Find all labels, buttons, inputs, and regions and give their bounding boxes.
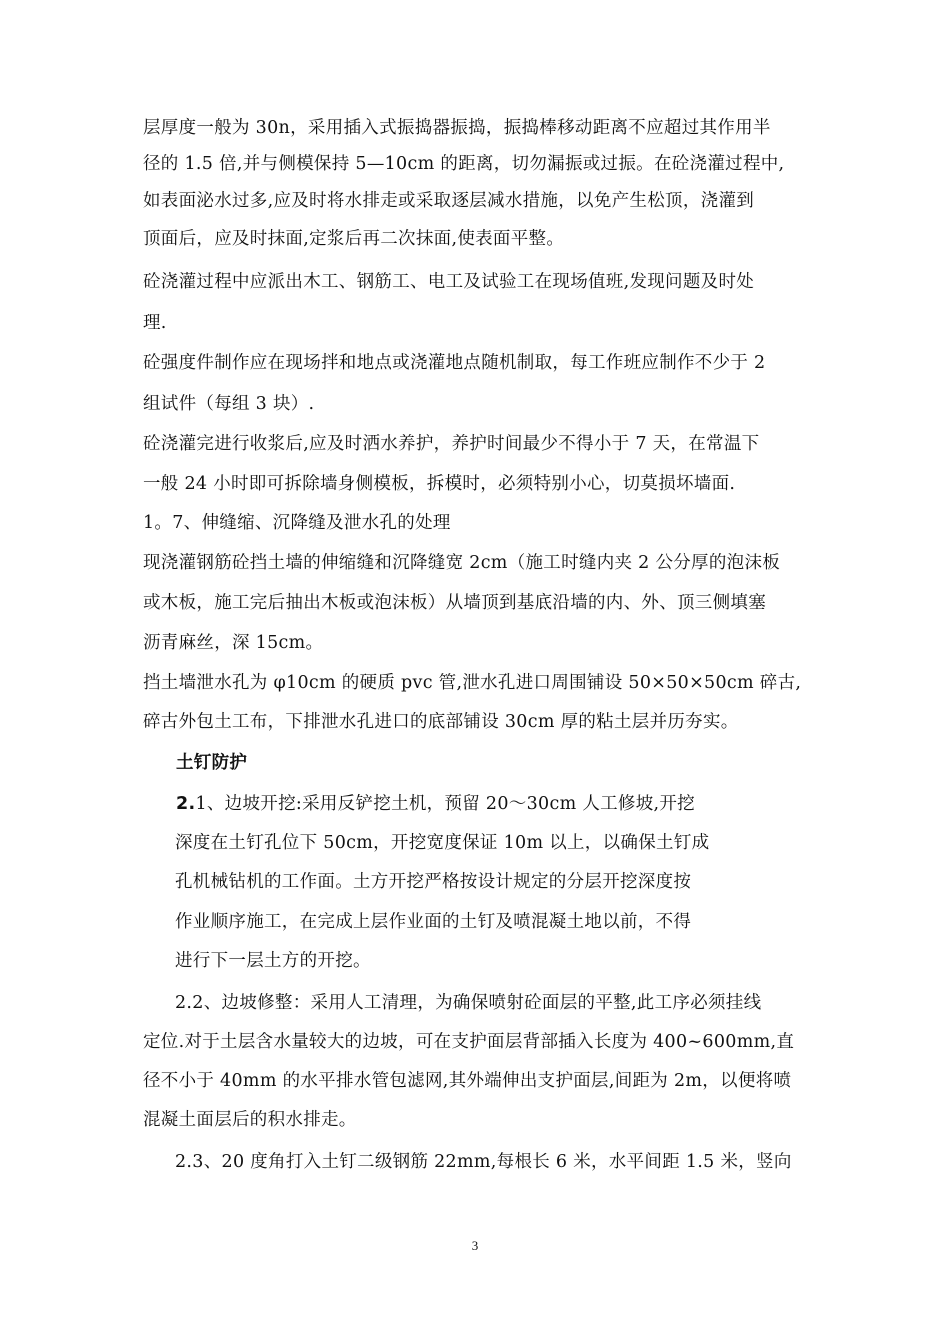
paragraph-line: 沥青麻丝，深 15cm。 [143,633,324,653]
paragraph-line: 作业顺序施工，在完成上层作业面的土钉及喷混凝土地以前，不得 [175,912,692,932]
paragraph-line: 层厚度一般为 30n，采用插入式振捣器振捣，振捣棒移动距离不应超过其作用半 [143,118,771,138]
paragraph-line: 径的 1.5 倍,并与侧模保持 5—10cm 的距离，切勿漏振或过振。在砼浇灌过程中, [143,154,785,174]
paragraph-line: 混凝土面层后的积水排走。 [143,1110,357,1130]
section-heading: 土钉防护 [176,753,248,773]
section-subheading: 1。7、伸缝缩、沉降缝及泄水孔的处理 [143,513,451,533]
page-number: 3 [471,1238,479,1253]
paragraph-line: 砼强度件制作应在现场拌和地点或浇灌地点随机制取，每工作班应制作不少于 2 [143,353,766,373]
paragraph-line: 进行下一层土方的开挖。 [175,951,371,971]
paragraph-line: 一般 24 小时即可拆除墙身侧模板，拆模时，必须特别小心，切莫损坏墙面. [143,474,736,494]
paragraph-line: 现浇灌钢筋砼挡土墙的伸缩缝和沉降缝宽 2cm（施工时缝内夹 2 公分厚的泡沫板 [143,553,781,573]
paragraph-line: 砼浇灌完进行收浆后,应及时洒水养护，养护时间最少不得小于 7 天，在常温下 [143,434,760,454]
item-2-3-first-line: 2.3、20 度角打入土钉二级钢筋 22mm,每根长 6 米，水平间距 1.5 米，竖向 [175,1152,792,1172]
paragraph-line: 理. [143,313,167,333]
paragraph-line: 孔机械钻机的工作面。土方开挖严格按设计规定的分层开挖深度按 [175,872,692,892]
paragraph-line: 挡土墙泄水孔为 φ10cm 的硬质 pvc 管,泄水孔进口周围铺设 50×50×50cm 碎古, [143,673,802,693]
paragraph-line: 深度在土钉孔位下 50cm，开挖宽度保证 10m 以上，以确保土钉成 [175,833,710,853]
paragraph-line: 定位.对于土层含水量较大的边坡，可在支护面层背部插入长度为 400~600mm,直 [143,1032,795,1052]
item-2-1-text: 1、边坡开挖:采用反铲挖土机，预留 20～30cm 人工修坡,开挖 [195,794,695,814]
item-2-2-first-line: 2.2、边坡修整：采用人工清理，为确保喷射砼面层的平整,此工序必须挂线 [175,993,762,1013]
paragraph-line: 砼浇灌过程中应派出木工、钢筋工、电工及试验工在现场值班,发现问题及时处 [143,272,755,292]
paragraph-line: 组试件（每组 3 块）. [143,394,315,414]
paragraph-line: 如表面泌水过多,应及时将水排走或采取逐层减水措施，以免产生松顶，浇灌到 [143,191,755,211]
item-number: 2. [176,794,196,814]
paragraph-line: 顶面后，应及时抹面,定浆后再二次抹面,使表面平整。 [143,229,565,249]
paragraph-line: 径不小于 40mm 的水平排水管包滤网,其外端伸出支护面层,间距为 2m，以便将喷 [143,1071,792,1091]
paragraph-line: 碎古外包土工布，下排泄水孔进口的底部铺设 30cm 厚的粘土层并历夯实。 [143,712,739,732]
paragraph-line: 或木板，施工完后抽出木板或泡沫板）从墙顶到基底沿墙的内、外、顶三侧填塞 [143,593,766,613]
item-2-1-first-line [176,792,695,816]
